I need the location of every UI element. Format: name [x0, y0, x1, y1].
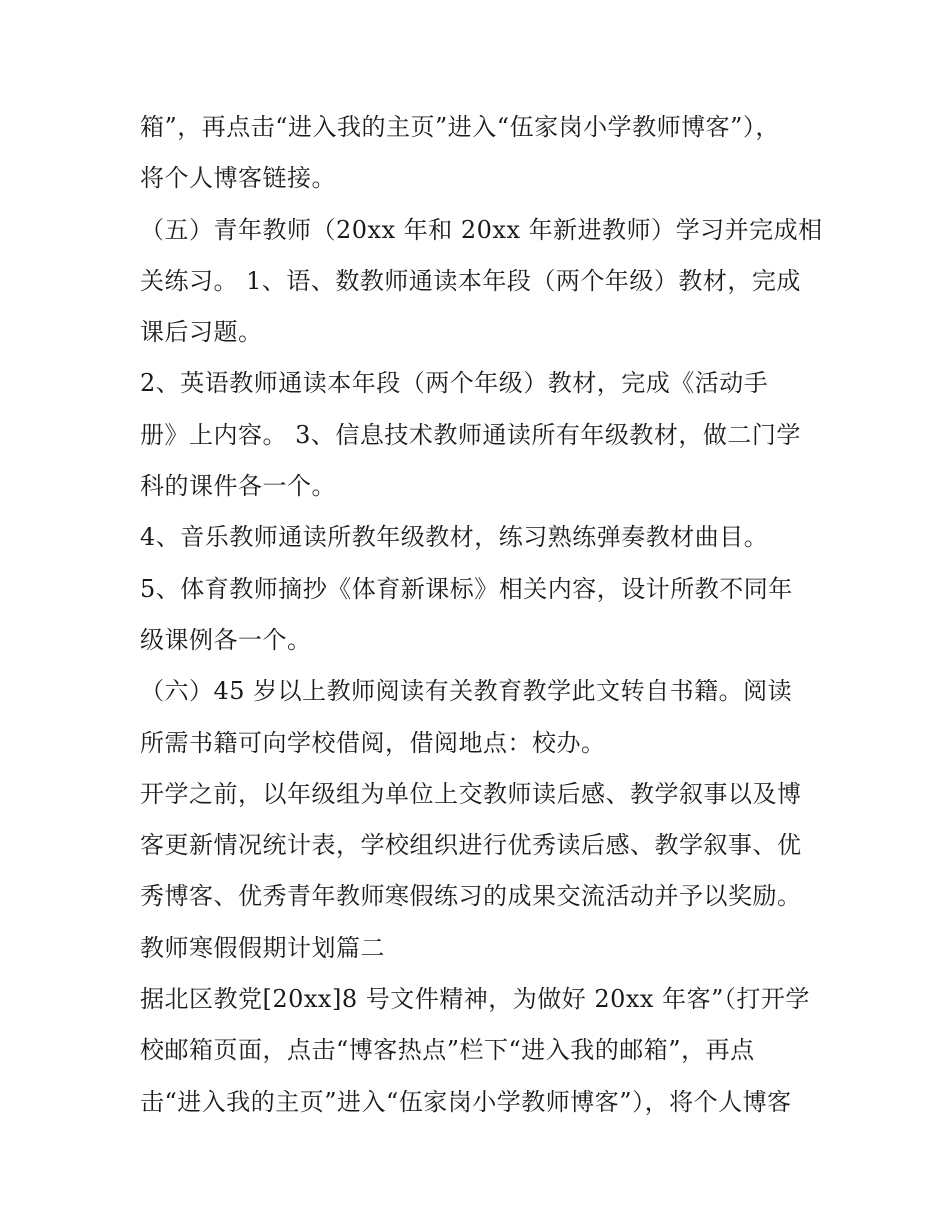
- text-line: 将个人博客链接。: [140, 164, 336, 193]
- text-line: 据北区教党[20xx]8 号文件精神，为做好 20xx 年客”（打开学: [140, 985, 810, 1014]
- text-line: （五）青年教师（20xx 年和 20xx 年新进教师）学习并完成相: [140, 215, 823, 244]
- text-line: 5、体育教师摘抄《体育新课标》相关内容，设计所教不同年: [140, 574, 793, 603]
- text-line: 科的课件各一个。: [140, 472, 336, 501]
- text-line: 击“进入我的主页”进入“伍家岗小学教师博客”），将个人博客: [140, 1087, 792, 1116]
- document-body: [140, 102, 830, 1128]
- text-line: 校邮箱页面，点击“博客热点”栏下“进入我的邮箱”，再点: [140, 1036, 755, 1065]
- text-line: 客更新情况统计表，学校组织进行优秀读后感、教学叙事、优: [140, 831, 802, 860]
- text-line: （六）45 岁以上教师阅读有关教育教学此文转自书籍。阅读: [140, 677, 793, 706]
- text-line: 4、音乐教师通读所教年级教材，练习熟练弹奏教材曲目。: [140, 523, 769, 552]
- section-heading: 教师寒假假期计划篇二: [140, 933, 385, 962]
- text-line: 2、英语教师通读本年段（两个年级）教材，完成《活动手: [140, 369, 769, 398]
- text-line: 册》上内容。 3、信息技术教师通读所有年级教材，做二门学: [140, 420, 801, 449]
- text-line: 级课例各一个。: [140, 625, 312, 654]
- text-line: 所需书籍可向学校借阅，借阅地点：校办。: [140, 728, 606, 757]
- text-line: 箱”，再点击“进入我的主页”进入“伍家岗小学教师博客”），: [140, 113, 780, 141]
- text-line: 课后习题。: [140, 318, 263, 347]
- text-line: 秀博客、优秀青年教师寒假练习的成果交流活动并予以奖励。: [140, 882, 802, 911]
- text-line: 关练习。 1、语、数教师通读本年段（两个年级）教材，完成: [140, 266, 801, 295]
- text-line: 开学之前，以年级组为单位上交教师读后感、教学叙事以及博: [140, 779, 802, 808]
